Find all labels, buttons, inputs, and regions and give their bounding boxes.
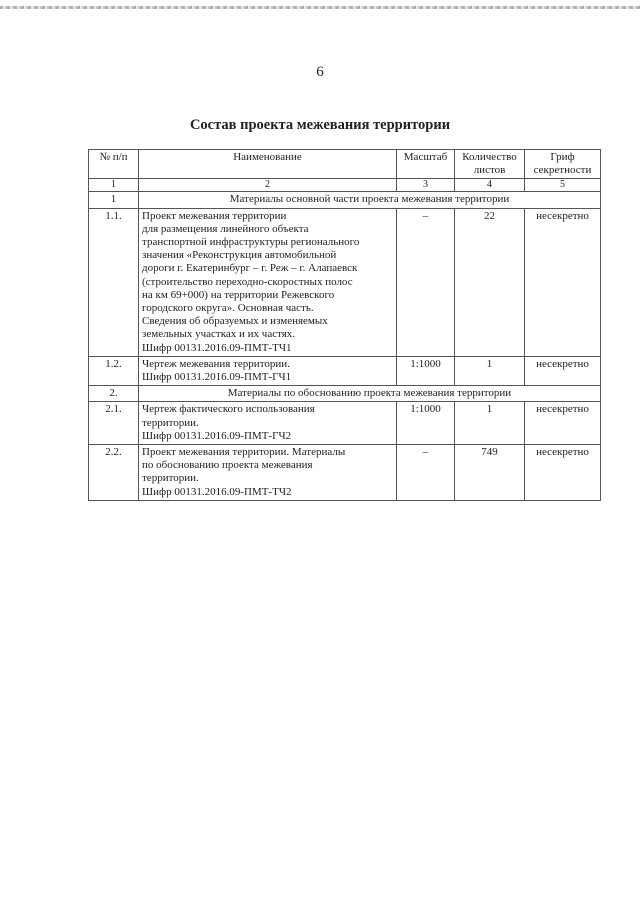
row-sheets: 1 — [455, 402, 525, 445]
row-secrecy: несекретно — [525, 445, 601, 501]
table-row — [89, 402, 601, 445]
name-line: по обоснованию проекта межевания — [142, 459, 313, 472]
header-scale: Масштаб — [397, 150, 455, 179]
table-header-row — [89, 150, 601, 179]
row-name — [139, 208, 397, 356]
row-secrecy: несекретно — [525, 208, 601, 356]
table-row — [89, 208, 601, 356]
name-line: Чертеж фактического использования — [142, 403, 315, 416]
name-line: Шифр 00131.2016.09-ПМТ-ТЧ2 — [142, 485, 292, 498]
name-line: Проект межевания территории — [142, 209, 287, 222]
row-sheets: 1 — [455, 356, 525, 385]
section-row — [89, 192, 601, 208]
name-line: дороги г. Екатеринбург – г. Реж – г. Алапаевск — [142, 262, 358, 275]
composition-table — [88, 149, 601, 501]
table-row — [89, 445, 601, 501]
row-sheets: 22 — [455, 208, 525, 356]
header-number: № п/п — [89, 150, 139, 179]
name-line: транспортной инфраструктуры регионального — [142, 236, 360, 249]
index-cell: 5 — [525, 179, 601, 192]
page-number: 6 — [316, 64, 324, 80]
row-scale: – — [397, 445, 455, 501]
name-line: земельных участках и их частях. — [142, 328, 296, 341]
section-title: Материалы основной части проекта межевания территории — [139, 192, 601, 208]
name-line: Чертеж межевания территории. — [142, 357, 290, 370]
section-title: Материалы по обоснованию проекта межевания территории — [139, 386, 601, 402]
row-number: 2.1. — [89, 402, 139, 445]
section-number: 2. — [89, 386, 139, 402]
row-sheets: 749 — [455, 445, 525, 501]
row-scale: 1:1000 — [397, 356, 455, 385]
row-scale: – — [397, 208, 455, 356]
header-sheets: Количество листов — [455, 150, 525, 179]
row-secrecy: несекретно — [525, 402, 601, 445]
row-number: 1.2. — [89, 356, 139, 385]
row-name — [139, 445, 397, 501]
name-line: Шифр 00131.2016.09-ПМТ-ГЧ2 — [142, 429, 292, 442]
row-secrecy: несекретно — [525, 356, 601, 385]
name-line: Сведения об образуемых и изменяемых — [142, 315, 328, 328]
header-secrecy: Гриф секретности — [525, 150, 601, 179]
row-number: 1.1. — [89, 208, 139, 356]
name-line: Проект межевания территории. Материалы — [142, 446, 346, 459]
name-line: территории. — [142, 472, 199, 485]
section-number: 1 — [89, 192, 139, 208]
row-name — [139, 356, 397, 385]
index-cell: 4 — [455, 179, 525, 192]
table-row — [89, 356, 601, 385]
name-line: территории. — [142, 416, 199, 429]
name-line: для размещения линейного объекта — [142, 222, 309, 235]
header-name: Наименование — [139, 150, 397, 179]
table-index-row — [89, 179, 601, 192]
row-name — [139, 402, 397, 445]
index-cell: 1 — [89, 179, 139, 192]
index-cell: 3 — [397, 179, 455, 192]
name-line: на км 69+000) на территории Режевского — [142, 288, 335, 301]
name-line: (строительство переходно-скоростных полос — [142, 275, 353, 288]
name-line: Шифр 00131.2016.09-ПМТ-ГЧ1 — [142, 371, 292, 384]
name-line: значения «Реконструкция автомобильной — [142, 249, 337, 262]
name-line: Шифр 00131.2016.09-ПМТ-ТЧ1 — [142, 341, 292, 354]
row-number: 2.2. — [89, 445, 139, 501]
scan-edge-artifact — [0, 6, 640, 9]
row-scale: 1:1000 — [397, 402, 455, 445]
index-cell: 2 — [139, 179, 397, 192]
name-line: городского округа». Основная часть. — [142, 302, 314, 315]
document-title: Состав проекта межевания территории — [189, 117, 451, 133]
section-row — [89, 386, 601, 402]
